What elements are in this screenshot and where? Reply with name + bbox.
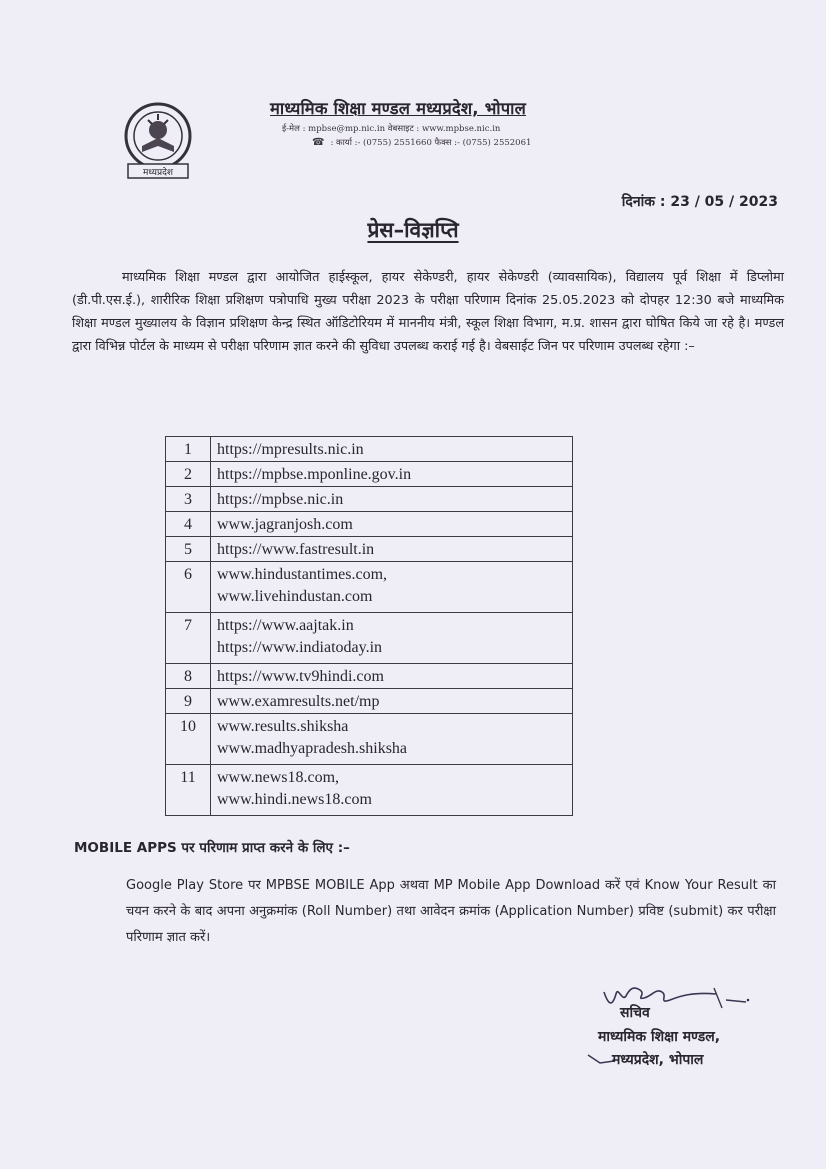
website-address-cell: [211, 689, 573, 714]
signatory-designation: सचिव: [620, 1005, 650, 1021]
website-address-cell: [211, 664, 573, 689]
website-serial-number: 10: [166, 714, 211, 765]
title-text: प्रेस–विज्ञप्ति: [367, 218, 459, 242]
website-url[interactable]: www.hindi.news18.com: [217, 791, 372, 808]
website-row: [166, 765, 573, 816]
website-url[interactable]: https://mpbse.nic.in: [217, 491, 344, 508]
board-seal-emblem: [118, 100, 198, 180]
website-url[interactable]: www.examresults.net/mp: [217, 693, 380, 710]
website-url[interactable]: https://www.indiatoday.in: [217, 639, 383, 656]
website-url[interactable]: www.hindustantimes.com,: [217, 566, 388, 583]
website-serial-number: 8: [166, 664, 211, 689]
phone-icon: ☎: [312, 137, 325, 148]
website-serial-number: 6: [166, 562, 211, 613]
website-serial-number: 5: [166, 537, 211, 562]
website-url[interactable]: https://mpbse.mponline.gov.in: [217, 466, 412, 483]
website-row: [166, 462, 573, 487]
website-url[interactable]: www.news18.com,: [217, 769, 340, 786]
website-address-cell: [211, 714, 573, 765]
website-serial-number: 4: [166, 512, 211, 537]
organization-name: माध्यमिक शिक्षा मण्डल मध्यप्रदेश, भोपाल: [270, 99, 527, 118]
seal-caption: मध्यप्रदेश: [142, 168, 174, 178]
signatory-office: माध्यमिक शिक्षा मण्डल,: [598, 1029, 721, 1045]
website-url[interactable]: https://www.fastresult.in: [217, 541, 375, 558]
website-url[interactable]: www.livehindustan.com: [217, 588, 373, 605]
website-address-cell: [211, 437, 573, 462]
website-address-cell: [211, 462, 573, 487]
website-row: [166, 487, 573, 512]
website-address-cell: [211, 613, 573, 664]
signatory-place: [590, 1050, 703, 1069]
website-row: [166, 562, 573, 613]
website-serial-number: 9: [166, 689, 211, 714]
website-url[interactable]: www.jagranjosh.com: [217, 516, 353, 533]
contact-phone-line: [312, 136, 630, 150]
page-title: [0, 216, 826, 244]
mobile-apps-instructions: Google Play Store पर MPBSE MOBILE App अथवा MP Mobile App Download करें एवं Know Your Result का चयन करने के बाद अपना अनुक्रमांक (Roll Number) तथा आवेदन क्रमांक (Application Number) प्रविष्ट (submit) कर परीक्षा परिणाम ज्ञात करें।: [126, 878, 776, 945]
website-row: [166, 437, 573, 462]
website-url[interactable]: https://mpresults.nic.in: [217, 441, 364, 458]
website-url[interactable]: www.madhyapradesh.shiksha: [217, 740, 408, 757]
website-serial-number: 2: [166, 462, 211, 487]
website-url[interactable]: https://www.aajtak.in: [217, 617, 354, 634]
website-serial-number: 3: [166, 487, 211, 512]
letterhead: [270, 96, 630, 150]
contact-email-website: ई-मेल : mpbse@mp.nic.in वेबसाइट : www.mpbse.nic.in: [282, 124, 501, 134]
signatory-place-text: मध्यप्रदेश, भोपाल: [612, 1052, 704, 1068]
mobile-apps-heading: MOBILE APPS पर परिणाम प्राप्त करने के लिए :–: [74, 840, 350, 856]
website-row: [166, 613, 573, 664]
website-address-cell: [211, 537, 573, 562]
website-row: [166, 714, 573, 765]
website-row: [166, 537, 573, 562]
results-websites-table: [165, 436, 573, 816]
website-serial-number: 11: [166, 765, 211, 816]
website-address-cell: [211, 562, 573, 613]
website-address-cell: [211, 765, 573, 816]
announcement-paragraph: माध्यमिक शिक्षा मण्डल द्वारा आयोजित हाईस्कूल, हायर सेकेण्डरी, हायर सेकेण्डरी (व्यावसायिक), विद्यालय पूर्व शिक्षा में डिप्लोमा (डी.पी.एस.ई.), शारीरिक शिक्षा प्रशिक्षण पत्रोपाधि मुख्य परीक्षा 2023 के परीक्षा परिणाम दिनांक 25.05.2023 को दोपहर 12:30 बजे माध्यमिक शिक्षा मण्डल मुख्यालय के विज्ञान प्रशिक्षण केन्द्र स्थित ऑडिटोरियम में माननीय मंत्री, स्कूल शिक्षा विभाग, म.प्र. शासन द्वारा घोषित किये जा रहे है। मण्डल द्वारा विभिन्न पोर्टल के माध्यम से परीक्षा परिणाम ज्ञात करने की सुविधा उपलब्ध कराई गई है। वेबसाईट जिन पर परिणाम उपलब्ध रहेगा :–: [72, 270, 784, 354]
contact-phone-text: : कार्या :- (0755) 2551660 फैक्स :- (0755) 2552061: [330, 138, 532, 148]
website-url[interactable]: www.results.shiksha: [217, 718, 349, 735]
website-serial-number: 7: [166, 613, 211, 664]
website-address-cell: [211, 487, 573, 512]
issue-date: दिनांक : 23 / 05 / 2023: [621, 194, 778, 210]
website-address-cell: [211, 512, 573, 537]
website-url[interactable]: https://www.tv9hindi.com: [217, 668, 384, 685]
website-serial-number: 1: [166, 437, 211, 462]
website-row: [166, 689, 573, 714]
website-row: [166, 512, 573, 537]
website-row: [166, 664, 573, 689]
